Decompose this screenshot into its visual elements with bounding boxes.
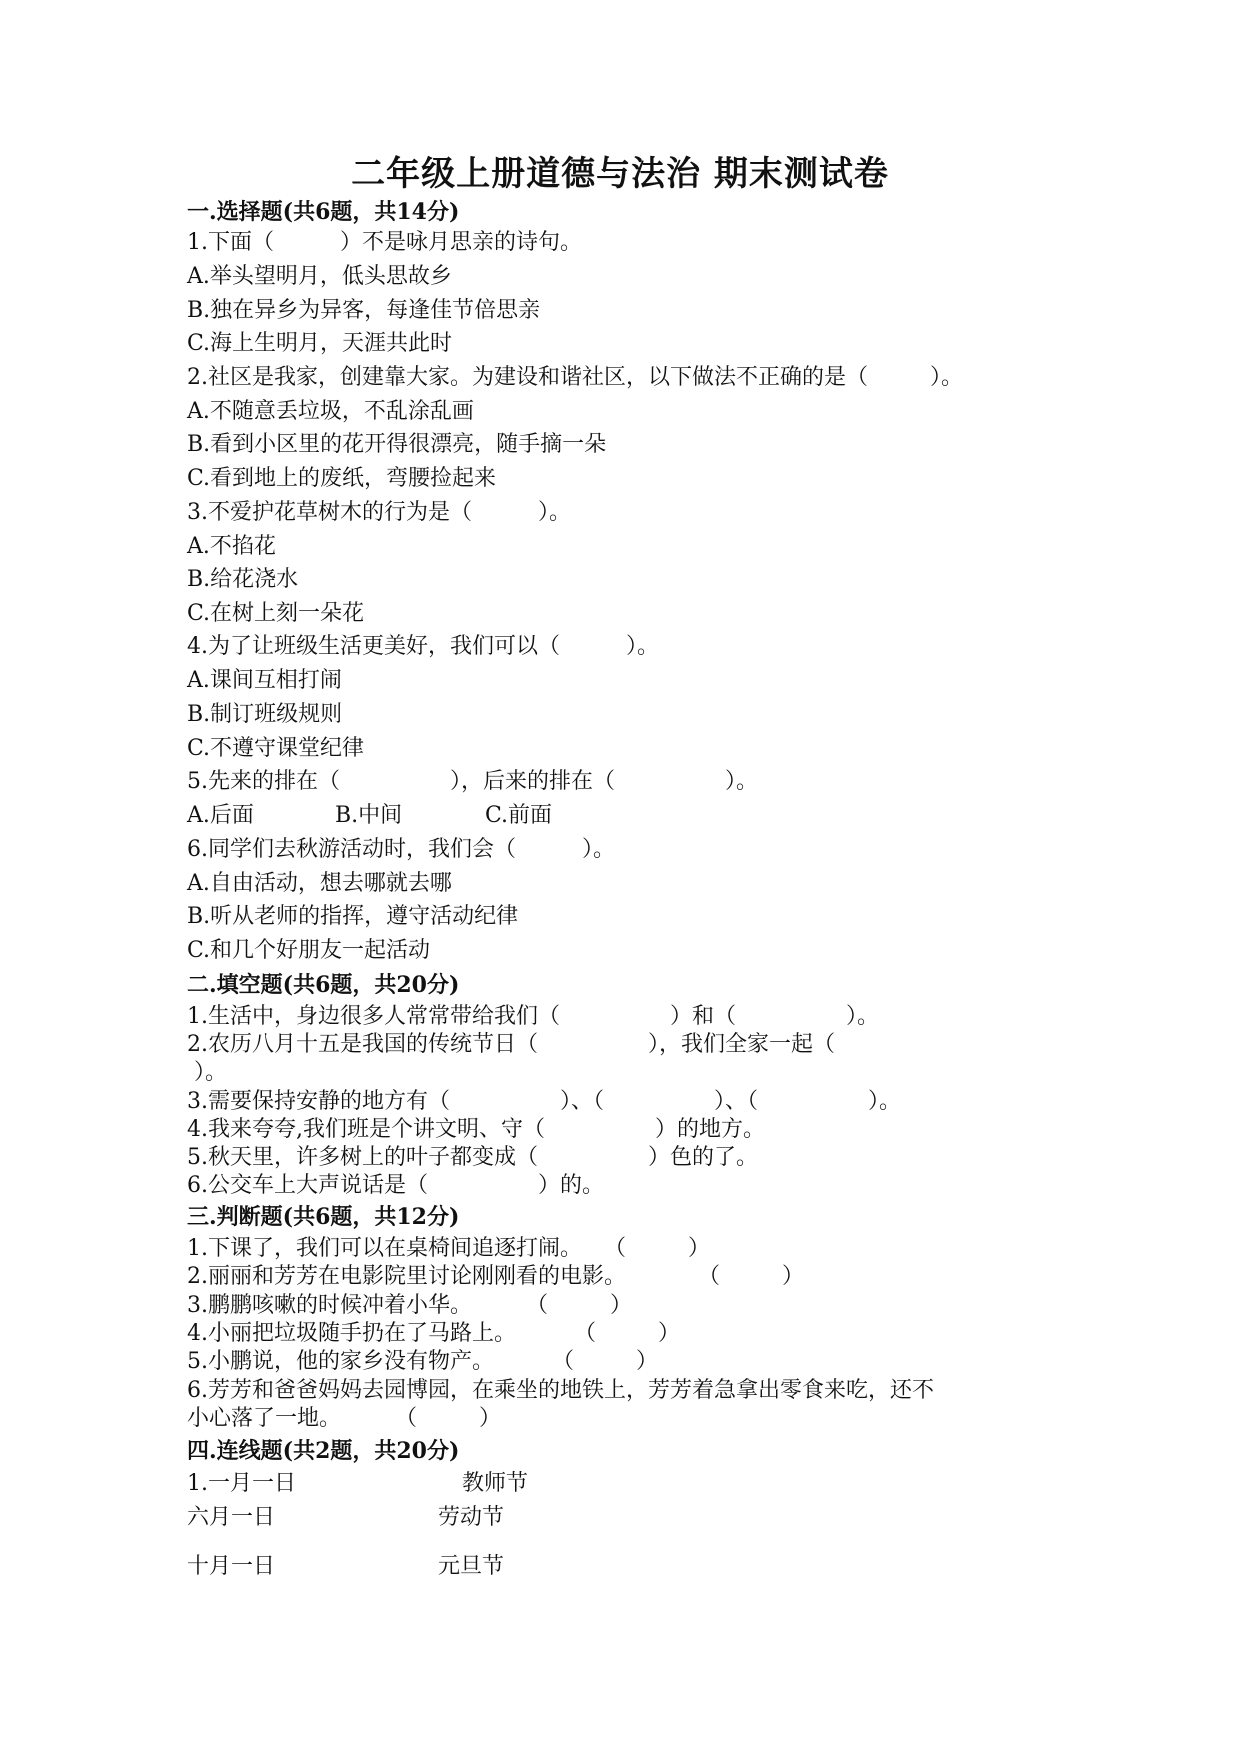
fill-question-5 <box>187 1145 758 1171</box>
question-text: ）的地方。 <box>655 1117 766 1142</box>
question-text: 5.先来的排在（ <box>187 769 340 794</box>
question-text: ），我们全家一起（ <box>648 1032 836 1057</box>
question-text: ）。 <box>725 769 759 794</box>
question-text: 3.需要保持安静的地方有（ <box>187 1089 450 1114</box>
judge-question-3 <box>187 1293 632 1319</box>
question-text: ）的。 <box>538 1173 605 1198</box>
question-text: 3.不爱护花草树木的行为是（ <box>187 500 472 525</box>
answer-paren-open: （ <box>552 1349 575 1374</box>
question-text: ）、（ <box>714 1089 759 1114</box>
section-heading-fill: 二.填空题(共6题，共20分) <box>187 972 460 998</box>
question-text: 6.公交车上大声说话是（ <box>187 1173 428 1198</box>
question-text: 4.我来夸夸,我们班是个讲文明、守（ <box>187 1117 545 1142</box>
question-text: ）色的了。 <box>648 1145 759 1170</box>
option-a: A.课间互相打闹 <box>187 668 342 693</box>
option-b: B.独在异乡为异客，每逢佳节倍思亲 <box>187 298 541 323</box>
fill-question-3 <box>187 1089 901 1115</box>
question-text: ）。 <box>582 837 616 862</box>
question-text: ）。 <box>538 500 572 525</box>
match-left-item: 1.一月一日 <box>187 1471 296 1496</box>
answer-paren-open: （ <box>526 1293 549 1318</box>
judge-question-5 <box>187 1349 658 1375</box>
answer-paren-close: ） <box>610 1293 633 1318</box>
choice-question-3 <box>187 500 571 526</box>
question-text: 4.小丽把垃圾随手扔在了马路上。 <box>187 1321 516 1346</box>
option-c: C.不遵守课堂纪律 <box>187 736 365 761</box>
match-right-item: 劳动节 <box>438 1505 505 1530</box>
choice-question-4 <box>187 634 659 660</box>
question-text: ）和（ <box>670 1004 737 1029</box>
question-text: 3.鹏鹏咳嗽的时候冲着小华。 <box>187 1293 472 1318</box>
choice-question-6 <box>187 837 615 863</box>
match-right-item: 教师节 <box>462 1471 529 1496</box>
option-b: B.听从老师的指挥，遵守活动纪律 <box>187 904 519 929</box>
judge-question-6: 6.芳芳和爸爸妈妈去园博园，在乘坐的地铁上，芳芳着急拿出零食来吃，还不 <box>187 1378 934 1403</box>
option-c: C.海上生明月，天涯共此时 <box>187 331 453 356</box>
answer-paren-close: ） <box>658 1321 681 1346</box>
question-text: 1.下课了，我们可以在桌椅间追逐打闹。 <box>187 1236 582 1261</box>
option-c: C.看到地上的废纸，弯腰捡起来 <box>187 466 497 491</box>
page-title: 二年级上册道德与法治 期末测试卷 <box>351 154 889 194</box>
answer-paren-open: （ <box>395 1406 418 1431</box>
option-a: A.后面 <box>187 803 254 828</box>
fill-question-2 <box>187 1032 835 1058</box>
option-a: A.不掐花 <box>187 534 276 559</box>
match-left-item: 十月一日 <box>187 1554 276 1579</box>
options-row <box>187 803 552 829</box>
option-c: C.在树上刻一朵花 <box>187 601 365 626</box>
question-text: 5.秋天里，许多树上的叶子都变成（ <box>187 1145 538 1170</box>
option-b: B.给花浇水 <box>187 567 299 592</box>
choice-question-2 <box>187 365 963 391</box>
option-a: A.自由活动，想去哪就去哪 <box>187 871 452 896</box>
judge-question-1 <box>187 1236 710 1262</box>
option-b: B.看到小区里的花开得很漂亮，随手摘一朵 <box>187 432 607 457</box>
judge-question-2 <box>187 1264 804 1290</box>
question-text: 5.小鹏说，他的家乡没有物产。 <box>187 1349 494 1374</box>
option-a: A.不随意丢垃圾，不乱涂乱画 <box>187 399 474 424</box>
question-text: ）。 <box>930 365 964 390</box>
section-heading-choice: 一.选择题(共6题，共14分) <box>187 199 460 225</box>
answer-paren-open: （ <box>698 1264 721 1289</box>
question-text: 4.为了让班级生活更美好，我们可以（ <box>187 634 560 659</box>
match-left-item: 六月一日 <box>187 1505 276 1530</box>
option-c: C.前面 <box>485 803 553 828</box>
question-text: 6.同学们去秋游活动时，我们会（ <box>187 837 516 862</box>
fill-question-1 <box>187 1004 879 1030</box>
question-text: 2.农历八月十五是我国的传统节日（ <box>187 1032 538 1057</box>
question-text: 1.下面（ <box>187 230 274 255</box>
option-b: B.制订班级规则 <box>187 702 343 727</box>
choice-question-1 <box>187 230 582 256</box>
match-right-item: 元旦节 <box>438 1554 505 1579</box>
question-text: ）不是咏月思亲的诗句。 <box>340 230 583 255</box>
option-c: C.和几个好朋友一起活动 <box>187 938 431 963</box>
question-text: 2.丽丽和芳芳在电影院里讨论刚刚看的电影。 <box>187 1264 626 1289</box>
answer-paren-open: （ <box>574 1321 597 1346</box>
fill-question-4 <box>187 1117 765 1143</box>
answer-paren-close: ） <box>479 1406 502 1431</box>
question-text: ），后来的排在（ <box>450 769 616 794</box>
question-text: ）、（ <box>560 1089 605 1114</box>
judge-question-4 <box>187 1321 680 1347</box>
answer-paren-close: ） <box>636 1349 659 1374</box>
section-heading-judge: 三.判断题(共6题，共12分) <box>187 1204 460 1230</box>
question-text: ）。 <box>626 634 660 659</box>
question-text: 1.生活中，身边很多人常常带给我们（ <box>187 1004 560 1029</box>
fill-question-2-cont: ）。 <box>194 1060 228 1085</box>
question-text: 小心落了一地。 <box>187 1406 342 1431</box>
judge-question-6-cont <box>187 1406 501 1432</box>
fill-question-6 <box>187 1173 604 1199</box>
option-a: A.举头望明月，低头思故乡 <box>187 264 452 289</box>
answer-paren-close: ） <box>782 1264 805 1289</box>
option-b: B.中间 <box>335 803 403 828</box>
section-heading-match: 四.连线题(共2题，共20分) <box>187 1438 460 1464</box>
answer-paren-open: （ <box>604 1236 627 1261</box>
question-text: ）。 <box>846 1004 880 1029</box>
question-text: ）。 <box>868 1089 902 1114</box>
question-text: 2.社区是我家，创建靠大家。为建设和谐社区，以下做法不正确的是（ <box>187 365 868 390</box>
choice-question-5 <box>187 769 758 795</box>
answer-paren-close: ） <box>688 1236 711 1261</box>
